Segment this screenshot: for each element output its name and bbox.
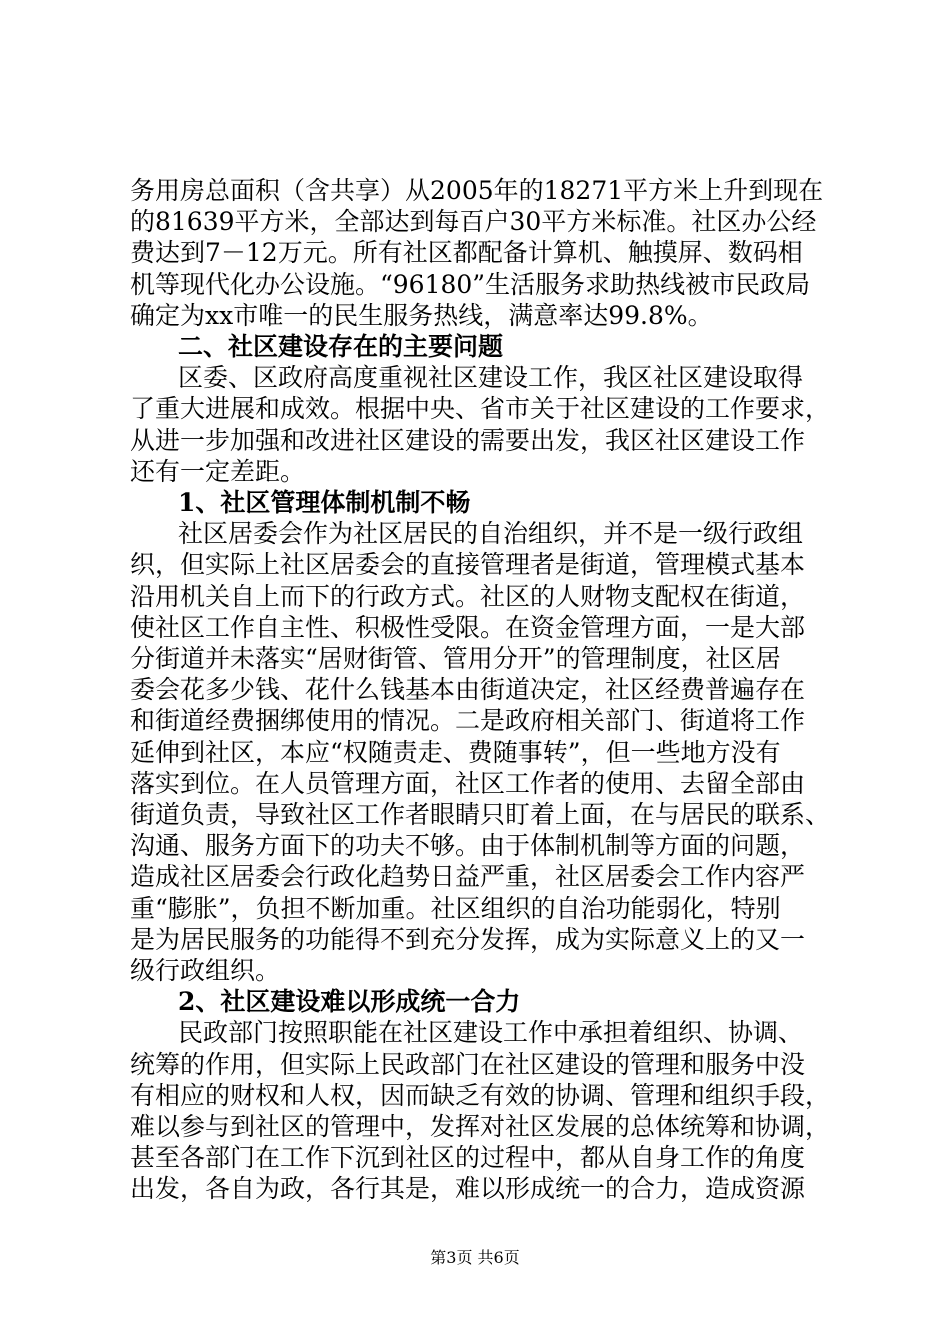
body-text-line: 统筹的作用，但实际上民政部门在社区建设的管理和服务中没 — [130, 1049, 806, 1079]
body-text-line: 造成社区居委会行政化趋势日益严重，社区居委会工作内容严 — [130, 862, 806, 892]
body-text-line: 难以参与到社区的管理中，发挥对社区发展的总体统筹和协调， — [130, 1112, 831, 1141]
body-text-line: 是为居民服务的功能得不到充分发挥，成为实际意义上的又一 — [130, 924, 806, 954]
body-text-line: 沟通、服务方面下的功夫不够。由于体制机制等方面的问题， — [130, 831, 806, 861]
paragraph-first-line: 区委、区政府高度重视社区建设工作，我区社区建设取得 — [178, 363, 804, 393]
body-text-line: 费达到7－12万元。所有社区都配备计算机、触摸屏、数码相 — [130, 238, 803, 268]
body-text-line: 还有一定差距。 — [130, 456, 306, 486]
body-text-line: 有相应的财权和人权，因而缺乏有效的协调、管理和组织手段， — [130, 1080, 831, 1110]
body-text-line: 沿用机关自上而下的行政方式。社区的人财物支配权在街道， — [130, 581, 806, 611]
subsection-heading: 1、社区管理体制机制不畅 — [178, 488, 471, 517]
body-text-line: 委会花多少钱、花什么钱基本由街道决定，社区经费普遍存在 — [130, 675, 806, 705]
body-text-line: 延伸到社区，本应“权随责走、费随事转”，但一些地方没有 — [130, 737, 781, 767]
page-footer: 第3页 共6页 — [430, 1248, 520, 1267]
body-text-line: 使社区工作自主性、积极性受限。在资金管理方面，一是大部 — [130, 612, 806, 642]
body-text-line: 的81639平方米，全部达到每百户30平方米标准。社区办公经 — [130, 207, 817, 237]
body-text-line: 街道负责，导致社区工作者眼睛只盯着上面，在与居民的联系、 — [130, 800, 831, 829]
body-text-line: 分街道并未落实“居财街管、管用分开”的管理制度，社区居 — [130, 644, 781, 673]
body-text-line: 织，但实际上社区居委会的直接管理者是街道，管理模式基本 — [130, 550, 806, 580]
body-text-line: 重“膨胀”，负担不断加重。社区组织的自治功能弱化，特别 — [130, 893, 781, 923]
body-text-line: 和街道经费捆绑使用的情况。二是政府相关部门、街道将工作 — [130, 706, 806, 736]
body-text-line: 从进一步加强和改进社区建设的需要出发，我区社区建设工作 — [130, 425, 806, 455]
body-text-line: 级行政组织。 — [130, 956, 281, 985]
body-text-line: 确定为xx市唯一的民生服务热线，满意率达99.8%。 — [130, 300, 713, 330]
body-text-line: 了重大进展和成效。根据中央、省市关于社区建设的工作要求， — [130, 394, 831, 424]
section-heading: 二、社区建设存在的主要问题 — [178, 332, 504, 361]
body-text-line: 机等现代化办公设施。“96180”生活服务求助热线被市民政局 — [130, 269, 811, 299]
body-text-line: 务用房总面积（含共享）从2005年的18271平方米上升到现在 — [130, 176, 824, 205]
subsection-heading: 2、社区建设难以形成统一合力 — [178, 987, 521, 1017]
body-text-line: 落实到位。在人员管理方面，社区工作者的使用、去留全部由 — [130, 768, 806, 798]
paragraph-first-line: 民政部门按照职能在社区建设工作中承担着组织、协调、 — [178, 1018, 804, 1048]
body-text-line: 甚至各部门在工作下沉到社区的过程中，都从自身工作的角度 — [130, 1143, 806, 1173]
body-text-line: 出发，各自为政，各行其是，难以形成统一的合力，造成资源 — [130, 1174, 806, 1204]
paragraph-first-line: 社区居委会作为社区居民的自治组织，并不是一级行政组 — [178, 519, 804, 549]
